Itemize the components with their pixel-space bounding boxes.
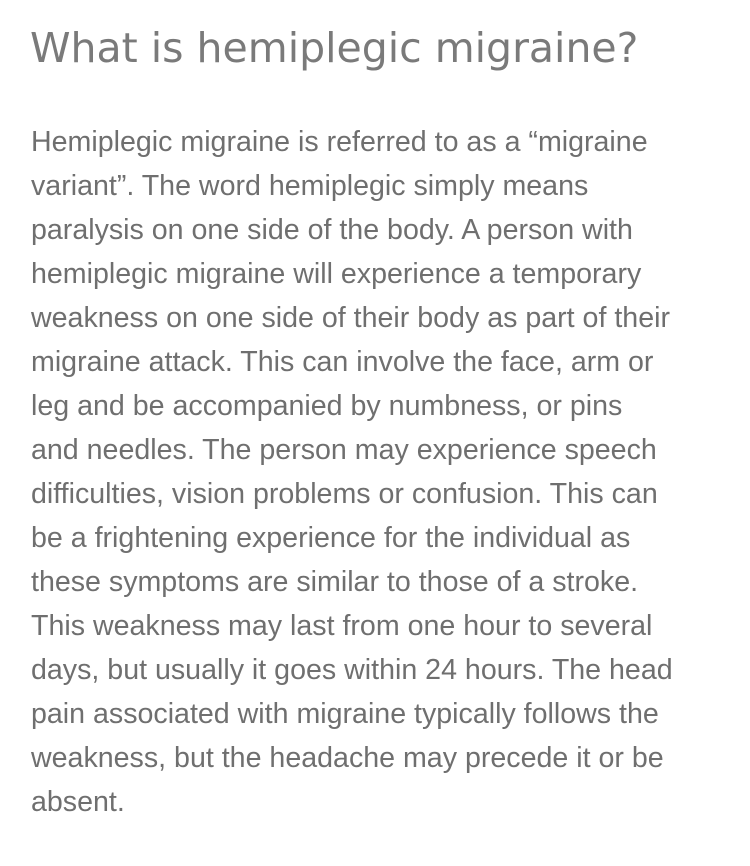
body-line: variant”. The word hemiplegic simply means <box>31 170 589 202</box>
body-line: hemiplegic migraine will experience a temporary <box>31 258 642 290</box>
body-line: paralysis on one side of the body. A person with <box>31 214 633 246</box>
body-line: absent. <box>31 786 125 818</box>
body-line: weakness, but the headache may precede it or be <box>31 742 664 774</box>
body-line: days, but usually it goes within 24 hours. The head <box>31 654 673 686</box>
article-body <box>31 120 731 824</box>
body-line: difficulties, vision problems or confusion. This can <box>31 478 658 510</box>
body-line: weakness on one side of their body as part of their <box>31 302 670 334</box>
body-line: Hemiplegic migraine is referred to as a “migraine <box>31 126 648 158</box>
body-line: pain associated with migraine typically follows the <box>31 698 659 730</box>
body-line: migraine attack. This can involve the face, arm or <box>31 346 654 378</box>
body-line: these symptoms are similar to those of a stroke. <box>31 566 639 598</box>
body-line: be a frightening experience for the individual as <box>31 522 631 554</box>
body-line: This weakness may last from one hour to several <box>31 610 653 642</box>
body-line: leg and be accompanied by numbness, or pins <box>31 390 623 422</box>
article-title: What is hemiplegic migraine? <box>30 24 639 72</box>
body-line: and needles. The person may experience speech <box>31 434 657 466</box>
